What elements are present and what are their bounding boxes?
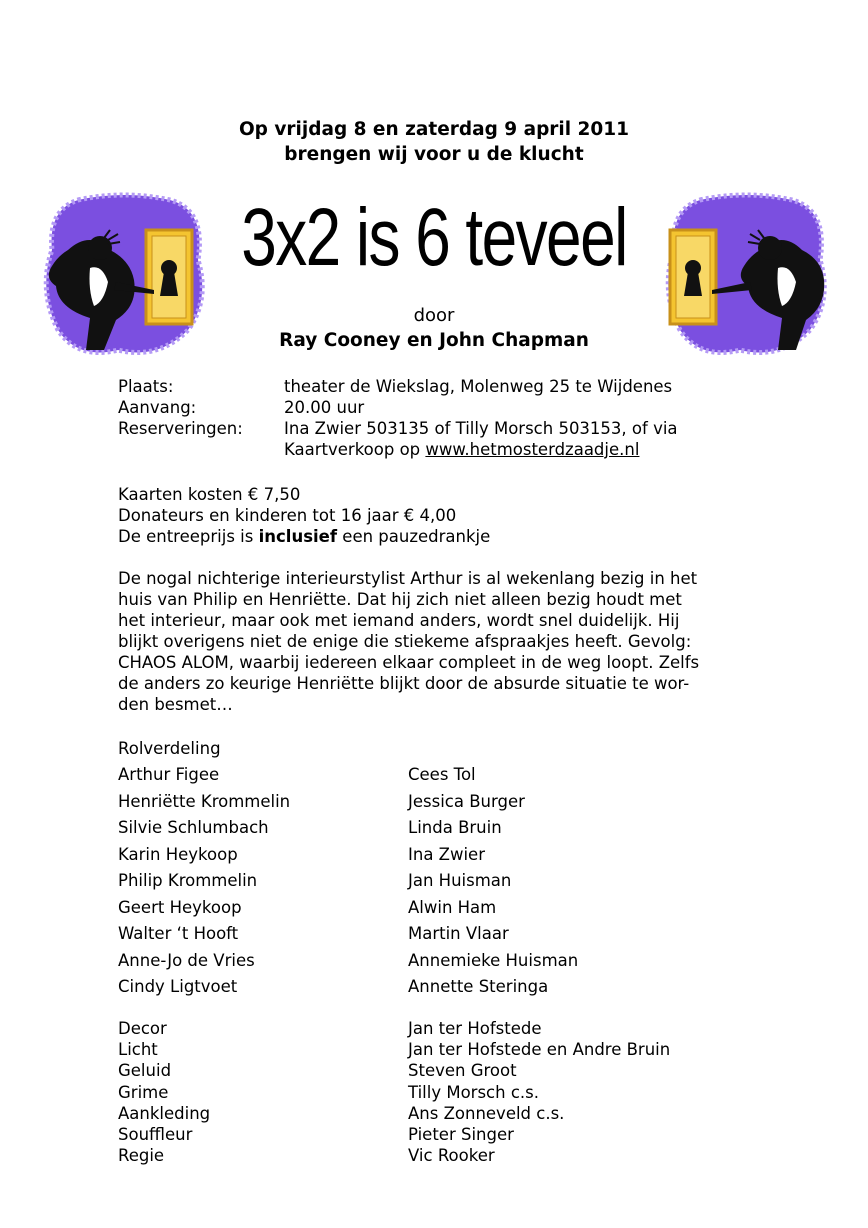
cast-role: Walter ‘t Hooft xyxy=(118,924,239,943)
crew-role: Geluid xyxy=(118,1061,172,1081)
crew-row xyxy=(118,1103,670,1124)
cast-role: Cindy Ligtvoet xyxy=(118,977,238,996)
description-line: De nogal nichterige interieurstylist Arthur is al wekenlang bezig in het xyxy=(118,569,698,588)
header-intro-line: brengen wij voor u de klucht xyxy=(284,144,584,165)
cast-heading: Rolverdeling xyxy=(118,739,221,758)
cast-role: Geert Heykoop xyxy=(118,897,242,917)
crew-role: Souffleur xyxy=(118,1124,193,1144)
cast-row xyxy=(118,950,578,977)
info-value: 20.00 uur xyxy=(284,398,365,417)
info-row-kaartverkoop xyxy=(118,439,754,460)
crew-row xyxy=(118,1124,670,1145)
crew-member: Vic Rooker xyxy=(408,1146,495,1166)
authors: Ray Cooney en John Chapman xyxy=(279,330,589,351)
info-value: Ina Zwier 503135 of Tilly Morsch 503153, of via xyxy=(284,419,678,438)
cast-row xyxy=(118,897,578,924)
cast-actor: Annemieke Huisman xyxy=(408,950,579,970)
crew-row xyxy=(118,1018,670,1039)
cast-row xyxy=(118,870,578,897)
info-label: Plaats: xyxy=(118,377,174,396)
crew-row xyxy=(118,1060,670,1081)
cast-actor: Ina Zwier xyxy=(408,844,485,864)
prices xyxy=(118,484,490,547)
price-line: Donateurs en kinderen tot 16 jaar € 4,00 xyxy=(118,506,457,525)
crew-role: Grime xyxy=(118,1082,169,1102)
crew-member: Ans Zonneveld c.s. xyxy=(408,1103,565,1123)
cast-role: Karin Heykoop xyxy=(118,844,238,864)
crew-row xyxy=(118,1082,670,1103)
inclusive-emphasis: inclusief xyxy=(258,527,338,546)
crew-role: Aankleding xyxy=(118,1103,211,1123)
info-row-aanvang xyxy=(118,397,754,418)
description-line: blijkt overigens niet de enige die stiekeme afspraakjes heeft. Gevolg: xyxy=(118,632,692,651)
cast-actor: Martin Vlaar xyxy=(408,924,509,943)
cast-actor: Alwin Ham xyxy=(408,897,497,917)
price-line: Kaarten kosten € 7,50 xyxy=(118,485,301,504)
cast-row xyxy=(118,923,578,950)
info-label: Reserveringen: xyxy=(118,419,243,438)
kaartverkoop-prefix: Kaartverkoop op xyxy=(284,440,426,459)
cast-role: Arthur Figee xyxy=(118,765,220,784)
by-label: door xyxy=(413,305,455,326)
header-date-line: Op vrijdag 8 en zaterdag 9 april 2011 xyxy=(238,119,630,140)
play-title: 3x2 is 6 teveel xyxy=(241,192,627,283)
crew-member: Jan ter Hofstede xyxy=(408,1019,542,1038)
cast-actor: Annette Steringa xyxy=(408,977,549,996)
info-row-plaats xyxy=(118,376,754,397)
info-row-reserveringen xyxy=(118,418,754,439)
info-value: theater de Wiekslag, Molenweg 25 te Wijdenes xyxy=(284,377,673,396)
cast-role: Philip Krommelin xyxy=(118,871,258,890)
crew-role: Regie xyxy=(118,1146,165,1166)
event-info xyxy=(118,376,754,460)
description xyxy=(118,568,758,715)
cast-role: Henriëtte Krommelin xyxy=(118,791,291,811)
crew-row xyxy=(118,1039,670,1060)
description-line: CHAOS ALOM, waarbij iedereen elkaar compleet in de weg loopt. Zelfs xyxy=(118,653,700,672)
info-label: Aanvang: xyxy=(118,398,197,417)
cast-row xyxy=(118,791,578,818)
crew-role: Licht xyxy=(118,1040,158,1060)
cast-role: Anne-Jo de Vries xyxy=(118,950,255,970)
cast-row xyxy=(118,844,578,871)
description-line: de anders zo keurige Henriëtte blijkt door de absurde situatie te wor- xyxy=(118,674,690,693)
cast-actor: Jessica Burger xyxy=(408,791,525,811)
cast-list xyxy=(118,764,578,1003)
cast-actor: Linda Bruin xyxy=(408,818,502,837)
cast-actor: Cees Tol xyxy=(408,765,476,784)
crew-row xyxy=(118,1145,670,1166)
cast-actor: Jan Huisman xyxy=(408,871,512,890)
crew-list xyxy=(118,1018,670,1166)
cast-row xyxy=(118,764,578,791)
cast-row xyxy=(118,976,578,1003)
description-line: huis van Philip en Henriëtte. Dat hij zich niet alleen bezig houdt met xyxy=(118,590,682,609)
price-line: De entreeprijs is inclusief een pauzedrankje xyxy=(118,527,491,546)
crew-member: Pieter Singer xyxy=(408,1124,514,1144)
cast-role: Silvie Schlumbach xyxy=(118,818,269,837)
description-line: den besmet… xyxy=(118,695,233,714)
cast-row xyxy=(118,817,578,844)
crew-member: Jan ter Hofstede en Andre Bruin xyxy=(408,1040,671,1060)
crew-member: Steven Groot xyxy=(408,1061,517,1081)
website-link[interactable]: www.hetmosterdzaadje.nl xyxy=(425,440,640,459)
crew-role: Decor xyxy=(118,1019,167,1038)
crew-member: Tilly Morsch c.s. xyxy=(408,1082,539,1102)
description-line: het interieur, maar ook met iemand anders, wordt snel duidelijk. Hij xyxy=(118,611,680,630)
